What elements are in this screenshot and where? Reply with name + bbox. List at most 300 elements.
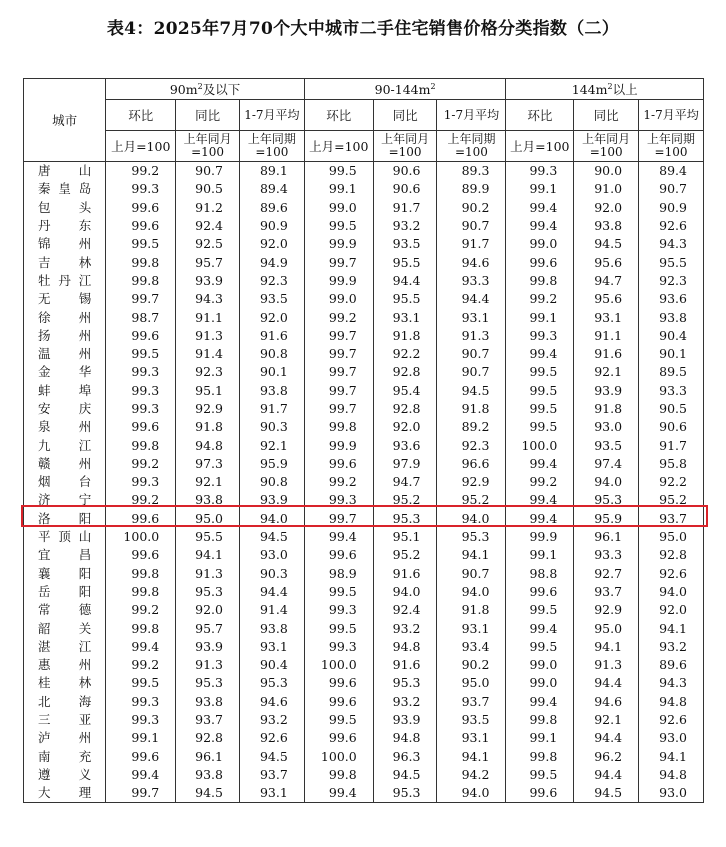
index-value: 95.7 <box>176 619 240 637</box>
index-value: 95.6 <box>574 253 639 271</box>
index-value: 100.0 <box>506 436 574 454</box>
subheader-0: 环比 <box>304 100 373 131</box>
index-value: 98.8 <box>506 565 574 583</box>
index-value: 93.7 <box>639 510 704 528</box>
index-value: 89.4 <box>239 180 304 198</box>
index-value: 94.2 <box>437 766 506 784</box>
index-value: 91.8 <box>574 400 639 418</box>
city-name: 安庆 <box>24 400 106 418</box>
index-value: 91.0 <box>574 180 639 198</box>
index-value: 92.0 <box>639 601 704 619</box>
page-title: 表4：2025年7月70个大中城市二手住宅销售价格分类指数（二） <box>106 19 620 39</box>
index-value: 100.0 <box>304 656 373 674</box>
city-name: 济宁 <box>24 491 106 509</box>
table-row <box>24 693 704 711</box>
city-name: 温州 <box>24 345 106 363</box>
index-value: 99.4 <box>506 491 574 509</box>
index-value: 91.3 <box>176 565 240 583</box>
index-value: 99.6 <box>106 199 176 217</box>
index-value: 99.4 <box>506 199 574 217</box>
index-value: 95.9 <box>574 510 639 528</box>
index-value: 89.4 <box>639 162 704 181</box>
city-name: 锦州 <box>24 235 106 253</box>
index-value: 95.8 <box>639 455 704 473</box>
index-value: 99.4 <box>304 784 373 803</box>
index-value: 90.7 <box>437 565 506 583</box>
index-value: 100.0 <box>304 748 373 766</box>
index-value: 94.6 <box>574 693 639 711</box>
index-value: 91.7 <box>639 436 704 454</box>
index-value: 90.2 <box>437 656 506 674</box>
index-value: 90.2 <box>437 199 506 217</box>
table-row <box>24 711 704 729</box>
index-value: 95.4 <box>373 382 437 400</box>
index-value: 94.6 <box>437 253 506 271</box>
index-value: 99.6 <box>304 693 373 711</box>
index-value: 99.0 <box>304 290 373 308</box>
index-value: 99.3 <box>304 491 373 509</box>
subheader-1: 同比 <box>574 100 639 131</box>
city-name: 襄阳 <box>24 565 106 583</box>
index-value: 92.4 <box>176 217 240 235</box>
index-value: 95.7 <box>176 253 240 271</box>
index-value: 94.5 <box>574 235 639 253</box>
index-value: 94.3 <box>639 674 704 692</box>
city-name: 无锡 <box>24 290 106 308</box>
index-value: 89.6 <box>639 656 704 674</box>
index-value: 94.1 <box>176 546 240 564</box>
index-value: 93.5 <box>373 235 437 253</box>
index-value: 94.4 <box>239 583 304 601</box>
index-value: 99.0 <box>506 674 574 692</box>
table-row <box>24 363 704 381</box>
index-value: 95.1 <box>373 528 437 546</box>
index-value: 94.3 <box>639 235 704 253</box>
index-value: 99.5 <box>106 674 176 692</box>
index-value: 90.7 <box>437 217 506 235</box>
subheader-2: 1-7月平均 <box>239 100 304 131</box>
city-name: 扬州 <box>24 327 106 345</box>
index-value: 92.0 <box>574 199 639 217</box>
city-name: 吉林 <box>24 253 106 271</box>
table-row <box>24 748 704 766</box>
index-value: 99.5 <box>506 601 574 619</box>
index-value: 92.2 <box>639 473 704 491</box>
index-value: 99.2 <box>106 656 176 674</box>
index-value: 99.5 <box>506 382 574 400</box>
index-value: 91.6 <box>239 327 304 345</box>
index-value: 92.9 <box>437 473 506 491</box>
base-label-2: 上年同期=100 <box>437 131 506 162</box>
index-value: 94.1 <box>437 546 506 564</box>
table-row <box>24 491 704 509</box>
index-value: 92.0 <box>373 418 437 436</box>
index-value: 93.1 <box>437 729 506 747</box>
index-value: 90.6 <box>639 418 704 436</box>
index-value: 89.2 <box>437 418 506 436</box>
base-label-1: 上年同月=100 <box>574 131 639 162</box>
group-header-large: $144m^2$以上 <box>506 79 704 100</box>
index-value: 94.5 <box>373 766 437 784</box>
index-value: 94.5 <box>176 784 240 803</box>
index-value: 99.7 <box>304 327 373 345</box>
index-value: 93.3 <box>639 382 704 400</box>
index-value: 92.9 <box>176 400 240 418</box>
city-name: 九江 <box>24 436 106 454</box>
index-value: 94.4 <box>373 272 437 290</box>
index-value: 99.3 <box>506 327 574 345</box>
index-value: 95.0 <box>574 619 639 637</box>
index-value: 92.0 <box>176 601 240 619</box>
index-value: 99.2 <box>304 308 373 326</box>
index-value: 99.8 <box>106 619 176 637</box>
index-value: 96.2 <box>574 748 639 766</box>
index-value: 95.2 <box>373 546 437 564</box>
city-header: 城市 <box>24 79 106 162</box>
index-value: 99.7 <box>304 382 373 400</box>
table-row <box>24 308 704 326</box>
index-value: 95.2 <box>437 491 506 509</box>
index-value: 93.9 <box>574 382 639 400</box>
city-name: 赣州 <box>24 455 106 473</box>
index-value: 90.4 <box>239 656 304 674</box>
index-value: 93.4 <box>437 638 506 656</box>
city-name: 蚌埠 <box>24 382 106 400</box>
table-row <box>24 272 704 290</box>
index-value: 93.3 <box>437 272 506 290</box>
index-value: 99.1 <box>506 546 574 564</box>
index-value: 92.4 <box>373 601 437 619</box>
table-row <box>24 199 704 217</box>
index-value: 89.6 <box>239 199 304 217</box>
index-value: 93.5 <box>437 711 506 729</box>
index-value: 95.3 <box>437 528 506 546</box>
index-value: 93.8 <box>574 217 639 235</box>
table-row <box>24 565 704 583</box>
city-name: 三亚 <box>24 711 106 729</box>
index-value: 99.8 <box>106 272 176 290</box>
city-name: 唐山 <box>24 162 106 181</box>
index-value: 93.0 <box>239 546 304 564</box>
table-row <box>24 546 704 564</box>
city-name: 常德 <box>24 601 106 619</box>
index-value: 99.6 <box>106 217 176 235</box>
index-value: 99.8 <box>506 272 574 290</box>
base-label-2: 上年同期=100 <box>239 131 304 162</box>
index-value: 93.1 <box>437 308 506 326</box>
index-value: 94.4 <box>574 729 639 747</box>
index-value: 90.7 <box>639 180 704 198</box>
index-value: 94.0 <box>639 583 704 601</box>
index-value: 89.3 <box>437 162 506 181</box>
index-value: 93.2 <box>373 619 437 637</box>
index-value: 95.3 <box>373 674 437 692</box>
index-value: 94.0 <box>574 473 639 491</box>
index-value: 95.0 <box>176 510 240 528</box>
city-name: 秦皇岛 <box>24 180 106 198</box>
city-name: 徐州 <box>24 308 106 326</box>
index-value: 92.8 <box>176 729 240 747</box>
index-value: 99.2 <box>106 601 176 619</box>
index-value: 99.4 <box>506 619 574 637</box>
index-value: 91.8 <box>373 327 437 345</box>
index-value: 91.1 <box>574 327 639 345</box>
index-value: 91.4 <box>176 345 240 363</box>
index-value: 94.0 <box>373 583 437 601</box>
index-value: 93.9 <box>239 491 304 509</box>
city-name: 湛江 <box>24 638 106 656</box>
index-value: 90.8 <box>239 345 304 363</box>
index-value: 94.5 <box>574 784 639 803</box>
table-row <box>24 784 704 803</box>
index-value: 99.6 <box>506 253 574 271</box>
index-value: 99.0 <box>304 199 373 217</box>
index-value: 99.5 <box>106 235 176 253</box>
index-value: 94.5 <box>239 528 304 546</box>
index-value: 94.5 <box>437 382 506 400</box>
index-value: 93.7 <box>176 711 240 729</box>
city-name: 韶关 <box>24 619 106 637</box>
table-row <box>24 327 704 345</box>
city-name: 岳阳 <box>24 583 106 601</box>
index-value: 93.9 <box>176 638 240 656</box>
index-value: 99.3 <box>106 382 176 400</box>
index-value: 93.2 <box>373 217 437 235</box>
table-row <box>24 729 704 747</box>
index-value: 99.3 <box>106 400 176 418</box>
index-value: 98.9 <box>304 565 373 583</box>
index-value: 92.0 <box>239 308 304 326</box>
index-value: 93.8 <box>176 766 240 784</box>
index-value: 99.6 <box>106 327 176 345</box>
index-value: 96.3 <box>373 748 437 766</box>
index-value: 97.3 <box>176 455 240 473</box>
index-value: 99.9 <box>304 235 373 253</box>
index-value: 99.7 <box>304 510 373 528</box>
index-value: 99.6 <box>304 729 373 747</box>
index-value: 99.5 <box>304 711 373 729</box>
table-row <box>24 217 704 235</box>
subheader-1: 同比 <box>176 100 240 131</box>
city-name: 泸州 <box>24 729 106 747</box>
index-value: 93.7 <box>574 583 639 601</box>
subheader-0: 环比 <box>506 100 574 131</box>
index-value: 99.1 <box>304 180 373 198</box>
index-value: 94.0 <box>437 583 506 601</box>
index-value: 95.6 <box>574 290 639 308</box>
index-value: 90.6 <box>373 180 437 198</box>
city-name: 平顶山 <box>24 528 106 546</box>
group-header-small: $90m^2$及以下 <box>106 79 305 100</box>
index-value: 95.0 <box>437 674 506 692</box>
index-value: 92.3 <box>639 272 704 290</box>
index-value: 91.3 <box>176 327 240 345</box>
base-label-1: 上年同月=100 <box>373 131 437 162</box>
index-value: 99.8 <box>106 565 176 583</box>
index-value: 99.6 <box>506 784 574 803</box>
index-value: 92.3 <box>437 436 506 454</box>
city-name: 金华 <box>24 363 106 381</box>
city-name: 南充 <box>24 748 106 766</box>
index-value: 93.5 <box>239 290 304 308</box>
city-name: 桂林 <box>24 674 106 692</box>
base-label-1: 上年同月=100 <box>176 131 240 162</box>
index-value: 92.8 <box>373 400 437 418</box>
index-value: 99.5 <box>506 766 574 784</box>
table-row <box>24 180 704 198</box>
index-value: 99.7 <box>304 400 373 418</box>
index-value: 99.8 <box>106 583 176 601</box>
index-value: 95.3 <box>176 583 240 601</box>
table-row <box>24 345 704 363</box>
index-value: 95.1 <box>176 382 240 400</box>
index-value: 90.3 <box>239 418 304 436</box>
base-label-2: 上年同期=100 <box>639 131 704 162</box>
index-value: 94.6 <box>239 693 304 711</box>
index-value: 99.6 <box>304 674 373 692</box>
index-value: 93.2 <box>239 711 304 729</box>
index-value: 95.5 <box>373 290 437 308</box>
index-value: 94.0 <box>437 510 506 528</box>
index-value: 100.0 <box>106 528 176 546</box>
index-value: 89.1 <box>239 162 304 181</box>
index-value: 93.2 <box>373 693 437 711</box>
index-value: 99.7 <box>106 784 176 803</box>
index-value: 99.5 <box>304 619 373 637</box>
index-value: 93.5 <box>574 436 639 454</box>
index-value: 94.8 <box>373 638 437 656</box>
index-value: 99.5 <box>506 363 574 381</box>
index-value: 99.8 <box>106 253 176 271</box>
index-value: 94.1 <box>639 619 704 637</box>
index-value: 91.6 <box>574 345 639 363</box>
index-value: 99.4 <box>506 217 574 235</box>
index-value: 91.8 <box>176 418 240 436</box>
index-value: 92.3 <box>176 363 240 381</box>
index-value: 99.4 <box>106 638 176 656</box>
index-value: 99.2 <box>304 473 373 491</box>
index-value: 93.2 <box>639 638 704 656</box>
subheader-1: 同比 <box>373 100 437 131</box>
index-value: 93.1 <box>373 308 437 326</box>
index-value: 99.4 <box>506 510 574 528</box>
table-row <box>24 601 704 619</box>
table-row <box>24 418 704 436</box>
table-row <box>24 162 704 181</box>
index-value: 93.0 <box>574 418 639 436</box>
city-name: 大理 <box>24 784 106 803</box>
index-value: 99.3 <box>506 162 574 181</box>
index-value: 95.5 <box>176 528 240 546</box>
index-value: 99.9 <box>304 436 373 454</box>
index-value: 95.0 <box>639 528 704 546</box>
index-value: 93.6 <box>639 290 704 308</box>
table-row <box>24 455 704 473</box>
index-value: 90.5 <box>639 400 704 418</box>
index-value: 90.3 <box>239 565 304 583</box>
index-value: 99.8 <box>106 436 176 454</box>
index-value: 91.3 <box>574 656 639 674</box>
table-row <box>24 528 704 546</box>
index-value: 93.9 <box>373 711 437 729</box>
index-value: 99.5 <box>106 345 176 363</box>
index-value: 99.4 <box>506 455 574 473</box>
index-value: 99.1 <box>106 729 176 747</box>
index-value: 92.3 <box>239 272 304 290</box>
index-value: 93.3 <box>574 546 639 564</box>
index-value: 99.7 <box>304 345 373 363</box>
index-value: 99.3 <box>106 693 176 711</box>
base-label-0: 上月=100 <box>304 131 373 162</box>
index-value: 94.8 <box>176 436 240 454</box>
index-value: 92.6 <box>639 711 704 729</box>
index-value: 98.7 <box>106 308 176 326</box>
table-row <box>24 638 704 656</box>
index-value: 94.0 <box>239 510 304 528</box>
index-value: 99.5 <box>506 638 574 656</box>
index-value: 99.4 <box>506 693 574 711</box>
index-value: 99.8 <box>304 418 373 436</box>
index-value: 91.7 <box>239 400 304 418</box>
index-value: 95.2 <box>639 491 704 509</box>
index-value: 99.6 <box>106 510 176 528</box>
index-value: 93.8 <box>639 308 704 326</box>
index-value: 97.4 <box>574 455 639 473</box>
index-value: 93.1 <box>239 784 304 803</box>
index-value: 91.7 <box>373 199 437 217</box>
index-value: 99.6 <box>506 583 574 601</box>
index-value: 94.8 <box>373 729 437 747</box>
index-value: 99.3 <box>106 180 176 198</box>
city-name: 丹东 <box>24 217 106 235</box>
index-value: 95.3 <box>373 784 437 803</box>
index-value: 99.3 <box>106 363 176 381</box>
index-value: 93.8 <box>176 491 240 509</box>
index-value: 93.8 <box>239 382 304 400</box>
index-value: 94.9 <box>239 253 304 271</box>
index-value: 99.3 <box>106 473 176 491</box>
index-value: 99.5 <box>304 583 373 601</box>
table-row <box>24 382 704 400</box>
index-value: 93.6 <box>373 436 437 454</box>
index-value: 90.4 <box>639 327 704 345</box>
index-value: 92.6 <box>239 729 304 747</box>
index-value: 99.1 <box>506 308 574 326</box>
table-row <box>24 253 704 271</box>
index-value: 92.7 <box>574 565 639 583</box>
index-value: 95.2 <box>373 491 437 509</box>
index-value: 90.7 <box>437 345 506 363</box>
city-name: 惠州 <box>24 656 106 674</box>
index-value: 92.6 <box>639 217 704 235</box>
index-value: 96.6 <box>437 455 506 473</box>
index-value: 92.8 <box>639 546 704 564</box>
index-value: 99.7 <box>304 253 373 271</box>
group-header-medium: $90-144m^2$ <box>304 79 506 100</box>
index-value: 92.5 <box>176 235 240 253</box>
index-value: 99.4 <box>106 766 176 784</box>
index-value: 95.3 <box>176 674 240 692</box>
index-value: 99.6 <box>106 418 176 436</box>
index-value: 94.8 <box>639 693 704 711</box>
index-value: 96.1 <box>574 528 639 546</box>
city-name: 牡丹江 <box>24 272 106 290</box>
index-value: 99.2 <box>506 290 574 308</box>
index-value: 94.1 <box>574 638 639 656</box>
index-value: 99.2 <box>506 473 574 491</box>
index-value: 93.8 <box>176 693 240 711</box>
index-value: 90.1 <box>239 363 304 381</box>
